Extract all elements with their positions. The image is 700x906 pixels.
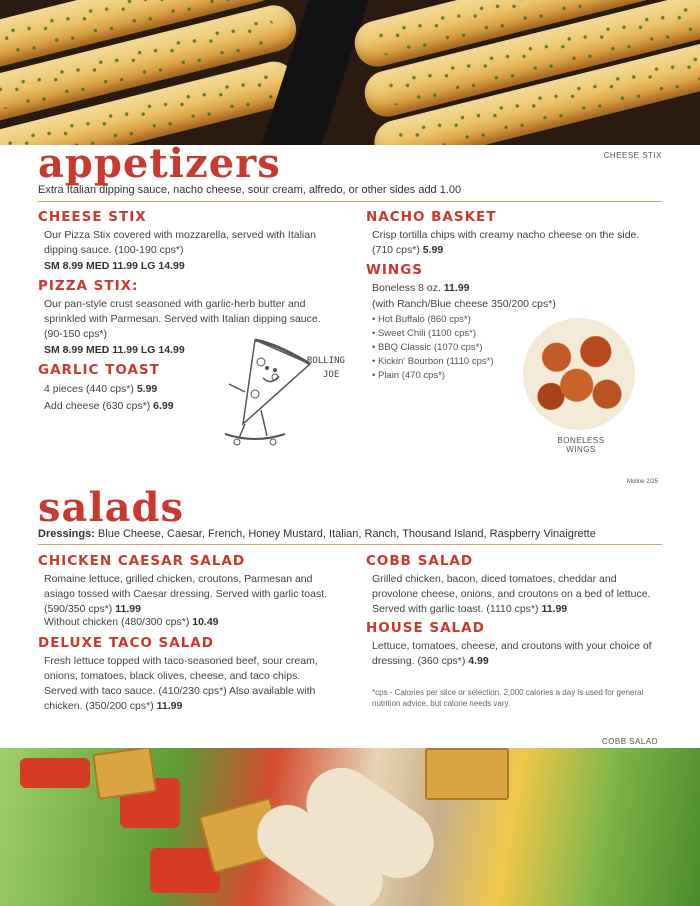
menu-code: Moline 2/25 [626, 479, 658, 485]
divider [38, 544, 662, 545]
wings-title: WINGS [366, 262, 424, 278]
list-item: • BBQ Classic (1070 cps*) [372, 341, 494, 355]
cheese-stix-caption: CHEESE STIX [603, 151, 662, 160]
wings-line1: Boneless 8 oz. 11.99 [372, 282, 470, 294]
cheese-stix-photo [0, 0, 700, 145]
wings-flavors-list [372, 313, 494, 383]
pizza-stix-title: PIZZA STIX: [38, 278, 139, 294]
garlic-toast-line1: 4 pieces (440 cps*) 5.99 [44, 383, 158, 395]
nacho-basket-desc: Crisp tortilla chips with creamy nacho cheese on the side. (710 cps*) 5.99 [372, 229, 640, 256]
list-item: • Sweet Chili (1100 cps*) [372, 327, 494, 341]
cheese-stix-title: CHEESE STIX [38, 209, 147, 225]
nacho-basket-title: NACHO BASKET [366, 209, 497, 225]
wings-line2: (with Ranch/Blue cheese 350/200 cps*) [372, 298, 556, 310]
chicken-caesar-title: CHICKEN CAESAR SALAD [38, 553, 246, 569]
garlic-toast-line2: Add cheese (630 cps*) 6.99 [44, 400, 174, 412]
chicken-caesar-desc: Romaine lettuce, grilled chicken, croutons, Parmesan and asiago tossed with Caesar dressing. Served with garlic toast. (590/350 cps*) 11.99 [44, 573, 328, 615]
pizza-stix-prices: SM 8.99 MED 11.99 LG 14.99 [44, 344, 185, 356]
salads-heading: salads [38, 484, 185, 531]
cheese-stix-prices: SM 8.99 MED 11.99 LG 14.99 [44, 260, 185, 272]
list-item: • Kickin' Bourbon (1110 cps*) [372, 355, 494, 369]
house-salad-title: HOUSE SALAD [366, 620, 485, 636]
pizza-stix-desc: Our pan-style crust seasoned with garlic-herb butter and sprinkled with Parmesan. Served with Italian dipping sauce. (90-150 cps*) [44, 298, 321, 340]
garlic-toast-title: GARLIC TOAST [38, 362, 160, 378]
cobb-salad-photo [0, 748, 700, 906]
cobb-salad-desc: Grilled chicken, bacon, diced tomatoes, cheddar and provolone cheese, onions, and croutons on a bed of lettuce. Served with garlic toast. (1110 cps*) 11.99 [372, 573, 651, 615]
mascot-label-2: JOE [323, 370, 340, 380]
appetizers-heading: appetizers [38, 140, 281, 187]
list-item: • Plain (470 cps*) [372, 369, 494, 383]
dressings-line: Dressings: Blue Cheese, Caesar, French, Honey Mustard, Italian, Ranch, Thousand Island, Raspberry Vinaigrette [38, 528, 596, 540]
rolling-joe-mascot [215, 332, 355, 447]
cheese-stix-desc: Our Pizza Stix covered with mozzarella, served with Italian dipping sauce. (100-190 cps*) [44, 229, 316, 256]
house-salad-desc: Lettuce, tomatoes, cheese, and croutons with your choice of dressing. (360 cps*) 4.99 [372, 640, 652, 667]
mascot-label-1: ROLLING [307, 356, 345, 366]
cobb-salad-caption: COBB SALAD [601, 737, 658, 746]
divider [38, 201, 662, 202]
list-item: • Hot Buffalo (860 cps*) [372, 313, 494, 327]
deluxe-taco-title: DELUXE TACO SALAD [38, 635, 214, 651]
cobb-salad-title: COBB SALAD [366, 553, 474, 569]
chicken-caesar-line2: Without chicken (480/300 cps*) 10.49 [44, 616, 219, 628]
boneless-wings-caption: BONELESS WINGS [557, 436, 605, 454]
appetizers-subtitle: Extra Italian dipping sauce, nacho cheese, sour cream, alfredo, or other sides add 1.00 [38, 184, 462, 196]
calorie-footnote: *cps - Calories per slice or selection. 2,000 calories a day is used for general nutrition advice, but calorie needs vary. [372, 688, 644, 708]
boneless-wings-photo [523, 318, 635, 430]
deluxe-taco-desc: Fresh lettuce topped with taco-seasoned beef, sour cream, onions, tomatoes, black olives, cheese, and taco chips. Served with taco sauce. (410/230 cps*) Also available with chicken. (350/200 cps*) 11.99 [44, 655, 318, 712]
